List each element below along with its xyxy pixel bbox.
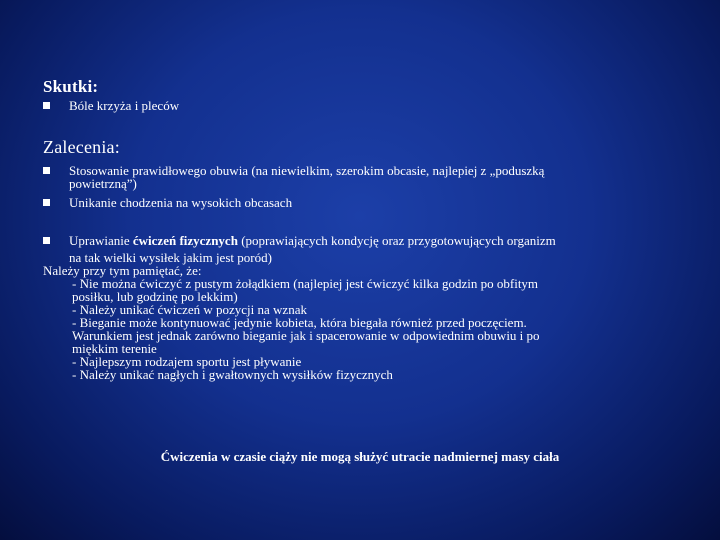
note-line: Warunkiem jest jednak zarówno bieganie jak i spacerowanie w odpowiednim obuwiu i po <box>72 328 540 343</box>
note-line: - Należy unikać nagłych i gwałtownych wysiłków fizycznych <box>72 367 393 382</box>
note-line: - Należy unikać ćwiczeń w pozycji na wznak <box>72 302 307 317</box>
zalecenia-item-line: Stosowanie prawidłowego obuwia (na niewielkim, szerokim obcasie, najlepiej z „poduszką <box>69 163 545 178</box>
skutki-item-text: Bóle krzyża i pleców <box>69 98 180 113</box>
exercise-prefix: Uprawianie <box>69 233 133 248</box>
exercise-suffix: (poprawiających kondycję oraz przygotowujących organizm <box>237 233 556 248</box>
zalecenia-item-line: powietrzną”) <box>69 176 137 191</box>
zalecenia-heading: Zalecenia: <box>43 137 120 157</box>
note-line: posiłku, lub godzinę po lekkim) <box>72 289 238 304</box>
skutki-heading: Skutki: <box>43 77 99 96</box>
note-intro: Należy przy tym pamiętać, że: <box>43 263 202 278</box>
zalecenia-item-line: Unikanie chodzenia na wysokich obcasach <box>69 195 293 210</box>
note-line: - Nie można ćwiczyć z pustym żołądkiem (najlepiej jest ćwiczyć kilka godzin po obfitym <box>72 276 539 291</box>
footer-note: Ćwiczenia w czasie ciąży nie mogą służyć utracie nadmiernej masy ciała <box>160 449 560 464</box>
square-bullet-icon <box>43 199 50 206</box>
square-bullet-icon <box>43 167 50 174</box>
note-line: - Bieganie może kontynuować jedynie kobieta, która biegała również przed poczęciem. <box>72 315 527 330</box>
square-bullet-icon <box>43 237 50 244</box>
exercise-bold: ćwiczeń fizycznych <box>132 233 238 248</box>
exercise-line2: na tak wielki wysiłek jakim jest poród) <box>69 250 272 265</box>
note-line: - Najlepszym rodzajem sportu jest pływanie <box>72 354 302 369</box>
square-bullet-icon <box>43 102 50 109</box>
note-line: miękkim terenie <box>72 341 157 356</box>
notes-list <box>43 277 683 381</box>
